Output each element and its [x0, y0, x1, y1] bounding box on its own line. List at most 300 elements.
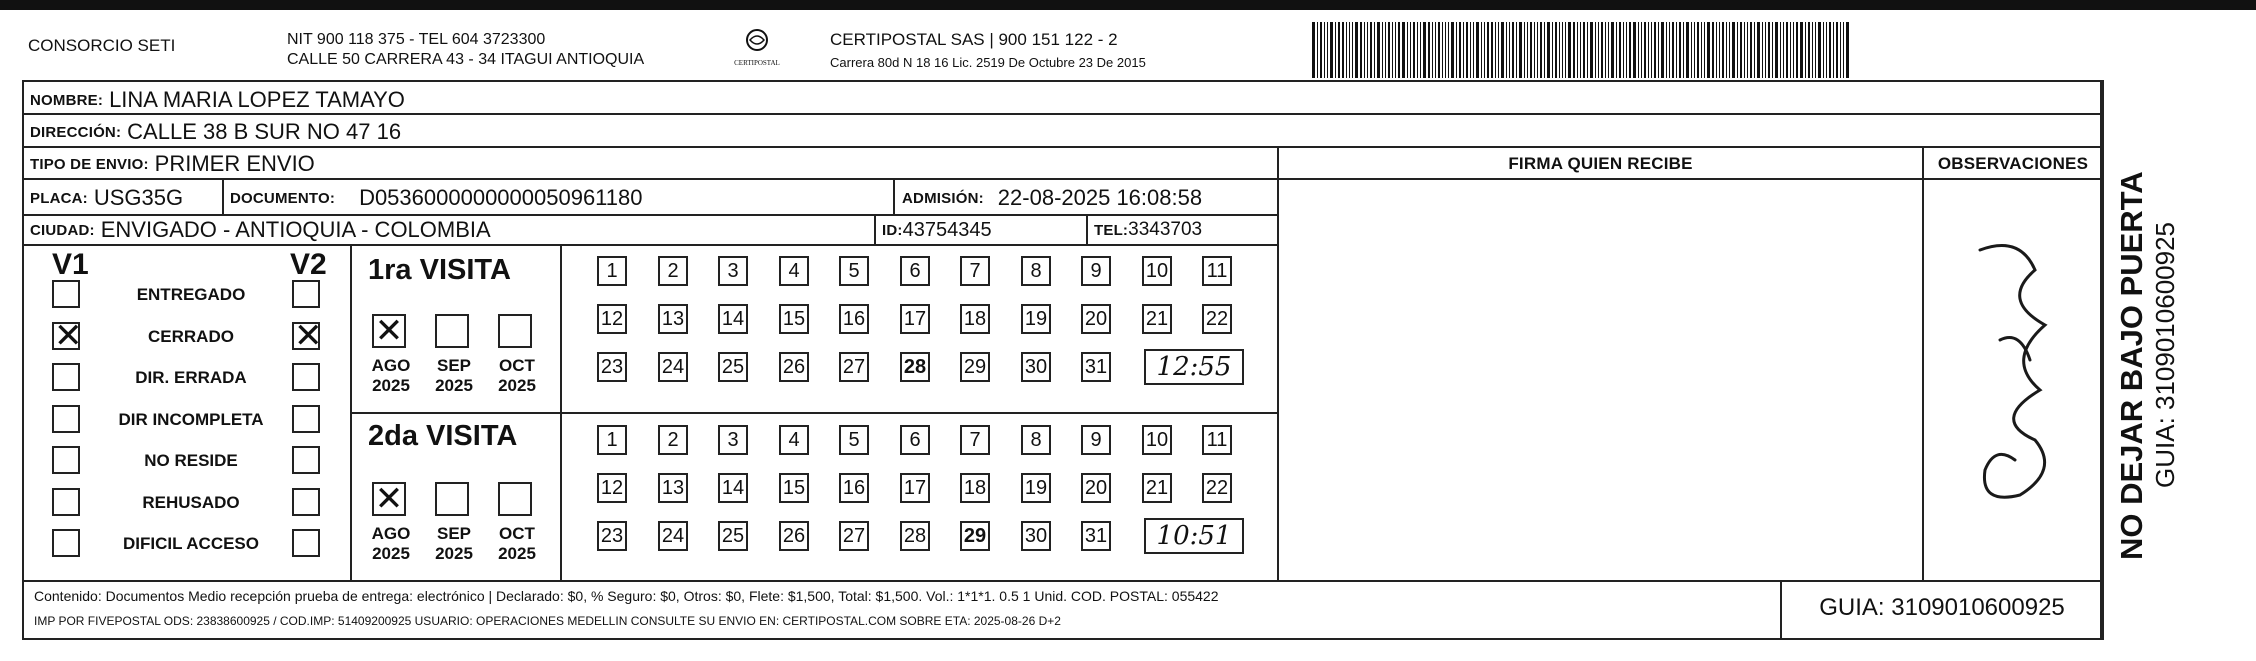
barcode-bar	[1719, 22, 1720, 78]
status-cerrado-v2-checkbox[interactable]	[292, 316, 323, 356]
status-entregado-v1-checkbox[interactable]	[52, 280, 80, 308]
direccion-label: DIRECCIÓN:	[30, 123, 122, 141]
visit2-day-31[interactable]: 31	[1081, 521, 1111, 551]
barcode-bar	[1342, 22, 1344, 78]
barcode-bar	[1780, 22, 1781, 78]
ciudad-cell	[30, 216, 491, 244]
barcode-bar	[1423, 22, 1426, 78]
barcode-bar	[1740, 22, 1742, 78]
barcode-bar	[1573, 22, 1575, 78]
barcode-bar	[1466, 22, 1468, 78]
row-line	[22, 146, 2102, 148]
barcode-bar	[1456, 22, 1457, 78]
visit2-day-12[interactable]: 12	[597, 473, 627, 503]
visit2-day-3[interactable]: 3	[718, 425, 748, 455]
visit1-day-16[interactable]: 16	[839, 304, 869, 334]
top-border-bar	[0, 0, 2256, 10]
barcode-bar	[1420, 22, 1421, 78]
visit2-day-15[interactable]: 15	[779, 473, 809, 503]
barcode-bar	[1355, 22, 1358, 78]
visit2-day-23[interactable]: 23	[597, 521, 627, 551]
status-dificil-acceso-label: DIFICIL ACCESO	[122, 534, 259, 553]
firma-header: FIRMA QUIEN RECIBE	[1508, 154, 1693, 173]
barcode-bar	[1648, 22, 1649, 78]
barcode-bar	[1346, 22, 1347, 78]
barcode-bar	[1544, 22, 1545, 78]
visit1-day-1[interactable]: 1	[597, 256, 627, 286]
documento-value: D0536000000000050961180	[359, 185, 643, 210]
barcode-bar	[1438, 22, 1440, 78]
barcode-bar	[1762, 22, 1763, 78]
barcode-bar	[1577, 22, 1578, 78]
contenido-line: Contenido: Documentos Medio recepción prueba de entrega: electrónico | Declarado: $0, % Seguro: $0, Otros: $0, Flete: $1,500, Total: $1,500. Vol.: 1*1*1. 0.5 1 Unid. COD. POSTAL: 055422	[34, 588, 1219, 604]
row-line	[1277, 178, 2102, 180]
barcode-bar	[1534, 22, 1535, 78]
barcode-bar	[1676, 22, 1677, 78]
visit2-day-10[interactable]: 10	[1142, 425, 1172, 455]
barcode-bar	[1580, 22, 1581, 78]
barcode-bar	[1451, 22, 1454, 78]
barcode-bar	[1729, 22, 1730, 78]
barcode-bar	[1608, 22, 1609, 78]
visit2-day-19[interactable]: 19	[1021, 473, 1051, 503]
visit1-day-18[interactable]: 18	[960, 304, 990, 334]
visit2-month-label: OCT	[499, 524, 535, 543]
tipo-value: PRIMER ENVIO	[154, 151, 315, 176]
barcode-bar	[1388, 22, 1390, 78]
status-dir-errada-v1-checkbox[interactable]	[52, 363, 80, 391]
barcode-bar	[1349, 22, 1350, 78]
visit2-day-24[interactable]: 24	[658, 521, 688, 551]
barcode-bar	[1537, 22, 1538, 78]
barcode-bar	[1786, 22, 1788, 78]
visit1-day-6[interactable]: 6	[900, 256, 930, 286]
tipo-row	[30, 150, 315, 178]
visit2-day-20[interactable]: 20	[1081, 473, 1111, 503]
visit1-day-10[interactable]: 10	[1142, 256, 1172, 286]
barcode-bar	[1445, 22, 1446, 78]
barcode-bar	[1722, 22, 1724, 78]
company-name: CONSORCIO SETI	[28, 36, 176, 55]
visit1-day-30[interactable]: 30	[1021, 352, 1051, 382]
barcode-bar	[1691, 22, 1692, 78]
tel-cell	[1094, 216, 1202, 244]
visit2-day-8[interactable]: 8	[1021, 425, 1051, 455]
barcode-bar	[1818, 22, 1821, 78]
barcode-bar	[1616, 22, 1617, 78]
barcode-bar	[1476, 22, 1479, 78]
visit2-day-18[interactable]: 18	[960, 473, 990, 503]
barcode-bar	[1800, 22, 1803, 78]
status-dir-errada-v2-checkbox[interactable]	[292, 363, 320, 391]
visit1-day-14[interactable]: 14	[718, 304, 748, 334]
barcode-bar	[1442, 22, 1443, 78]
tel-value: 3343703	[1128, 219, 1203, 240]
ciudad-value: ENVIGADO - ANTIOQUIA - COLOMBIA	[100, 217, 491, 242]
visit1-day-23[interactable]: 23	[597, 352, 627, 382]
barcode-bar	[1330, 22, 1333, 78]
status-no-reside-v2-checkbox[interactable]	[292, 446, 320, 474]
barcode-bar	[1744, 22, 1745, 78]
barcode-bar	[1395, 22, 1396, 78]
visit2-ago-checkbox[interactable]	[372, 479, 406, 519]
visit1-day-2[interactable]: 2	[658, 256, 688, 286]
placa-label: PLACA:	[30, 189, 88, 207]
visit2-day-17[interactable]: 17	[900, 473, 930, 503]
placa-cell	[30, 182, 183, 214]
visit2-day-7[interactable]: 7	[960, 425, 990, 455]
admision-value: 22-08-2025 16:08:58	[997, 185, 1203, 210]
barcode-bar	[1641, 22, 1642, 78]
barcode-bar	[1765, 22, 1766, 78]
barcode-bar	[1793, 22, 1794, 78]
visit1-day-21[interactable]: 21	[1142, 304, 1172, 334]
barcode-bar	[1726, 22, 1727, 78]
certipostal-logo	[730, 28, 784, 78]
nombre-value: LINA MARIA LOPEZ TAMAYO	[109, 87, 405, 112]
imp-line: IMP POR FIVEPOSTAL ODS: 23838600925 / COD.IMP: 51409200925 USUARIO: OPERACIONES MEDELLIN CONSULTE SU ENVIO EN: CERTIPOSTAL.COM SOBRE ETA: 2025-08-26 D+2	[34, 614, 1061, 628]
visit2-day-25[interactable]: 25	[718, 521, 748, 551]
visit1-day-7[interactable]: 7	[960, 256, 990, 286]
barcode-bar	[1623, 22, 1624, 78]
barcode-bar	[1524, 22, 1525, 78]
visit2-day-9[interactable]: 9	[1081, 425, 1111, 455]
barcode-bar	[1470, 22, 1471, 78]
barcode-bar	[1312, 22, 1315, 78]
visit1-day-8[interactable]: 8	[1021, 256, 1051, 286]
barcode-bar	[1661, 22, 1664, 78]
barcode-bar	[1413, 22, 1415, 78]
cell-line	[222, 178, 224, 214]
barcode-bar	[1805, 22, 1806, 78]
barcode-bar	[1716, 22, 1717, 78]
visit1-day-25[interactable]: 25	[718, 352, 748, 382]
barcode-bar	[1768, 22, 1770, 78]
visit1-year-label: 2025	[435, 376, 473, 395]
documento-label: DOCUMENTO:	[230, 189, 336, 207]
barcode-bar	[1385, 22, 1386, 78]
barcode-bar	[1512, 22, 1514, 78]
cell-line	[893, 178, 895, 214]
visit1-day-31[interactable]: 31	[1081, 352, 1111, 382]
barcode-bar	[1633, 22, 1636, 78]
check-mark-icon: ✕	[54, 316, 83, 356]
barcode-bar	[1590, 22, 1593, 78]
barcode-bar	[1360, 22, 1362, 78]
barcode-bar	[1790, 22, 1791, 78]
observaciones-header: OBSERVACIONES	[1937, 154, 2089, 173]
barcode-bar	[1669, 22, 1670, 78]
status-dir-errada-label: DIR. ERRADA	[135, 368, 247, 387]
visit1-ago-checkbox[interactable]	[372, 311, 406, 351]
barcode-bar	[1601, 22, 1603, 78]
barcode-bar	[1737, 22, 1738, 78]
visit1-day-4[interactable]: 4	[779, 256, 809, 286]
barcode-bar	[1487, 22, 1489, 78]
barcode-bar	[1327, 22, 1328, 78]
barcode-bar	[1654, 22, 1656, 78]
barcode-bar	[1783, 22, 1784, 78]
visit1-day-13[interactable]: 13	[658, 304, 688, 334]
barcode-bar	[1775, 22, 1778, 78]
status-rehusado-v1-checkbox[interactable]	[52, 488, 80, 516]
license-line: Carrera 80d N 18 16 Lic. 2519 De Octubre 23 De 2015	[830, 55, 1146, 70]
visit1-day-15[interactable]: 15	[779, 304, 809, 334]
status-dir-incompleta-v2-checkbox[interactable]	[292, 405, 320, 433]
status-no-reside-label: NO RESIDE	[144, 451, 238, 470]
barcode-bar	[1750, 22, 1752, 78]
barcode-bar	[1658, 22, 1659, 78]
barcode-bar	[1672, 22, 1674, 78]
visit1-day-26[interactable]: 26	[779, 352, 809, 382]
barcode-bar	[1516, 22, 1517, 78]
barcode-bar	[1796, 22, 1798, 78]
visit2-day-14[interactable]: 14	[718, 473, 748, 503]
visit1-day-5[interactable]: 5	[839, 256, 869, 286]
side-guia: GUIA: 3109010600925	[2150, 222, 2180, 488]
visit1-day-24[interactable]: 24	[658, 352, 688, 382]
logo-mark-icon	[742, 28, 772, 54]
barcode-bar	[1707, 22, 1710, 78]
visit2-title: 2da VISITA	[368, 420, 518, 452]
visit2-day-13[interactable]: 13	[658, 473, 688, 503]
visit-row-line	[350, 412, 1277, 414]
visit2-day-30[interactable]: 30	[1021, 521, 1051, 551]
visit2-day-1[interactable]: 1	[597, 425, 627, 455]
barcode-bar	[1410, 22, 1411, 78]
visit2-month-label: SEP	[436, 524, 472, 543]
status-rehusado-label: REHUSADO	[142, 493, 240, 512]
barcode-bar	[1432, 22, 1433, 78]
barcode-bar	[1836, 22, 1838, 78]
barcode-bar	[1826, 22, 1827, 78]
visit2-day-4[interactable]: 4	[779, 425, 809, 455]
barcode-bar	[1370, 22, 1372, 78]
barcode	[1312, 22, 1948, 78]
cell-line	[1086, 214, 1088, 244]
barcode-bar	[1833, 22, 1834, 78]
visit1-time: 12:55	[1144, 349, 1244, 385]
documento-cell	[230, 182, 643, 214]
barcode-bar	[1704, 22, 1705, 78]
signature-scribble	[1960, 230, 2070, 510]
visit2-day-27[interactable]: 27	[839, 521, 869, 551]
barcode-bar	[1666, 22, 1667, 78]
barcode-bar	[1481, 22, 1482, 78]
row-line	[22, 244, 1277, 246]
certipostal-line: CERTIPOSTAL SAS | 900 151 122 - 2	[830, 30, 1118, 49]
check-mark-icon: ✕	[294, 316, 323, 356]
tipo-label: TIPO DE ENVIO:	[30, 155, 149, 173]
footer-line	[22, 580, 2102, 582]
barcode-bar	[1352, 22, 1353, 78]
barcode-bar	[1679, 22, 1681, 78]
barcode-bar	[1547, 22, 1550, 78]
barcode-bar	[1747, 22, 1748, 78]
visit1-day-22[interactable]: 22	[1202, 304, 1232, 334]
barcode-bar	[1757, 22, 1760, 78]
barcode-bar	[1407, 22, 1408, 78]
barcode-bar	[1463, 22, 1464, 78]
check-mark-icon: ✕	[374, 311, 404, 351]
visit2-sep-checkbox[interactable]	[435, 482, 469, 516]
barcode-bar	[1501, 22, 1504, 78]
visit1-month-label: SEP	[436, 356, 472, 375]
barcode-bar	[1448, 22, 1449, 78]
barcode-bar	[1846, 22, 1849, 78]
id-value: 43754345	[902, 218, 992, 241]
visit2-day-5[interactable]: 5	[839, 425, 869, 455]
visit1-sep-checkbox[interactable]	[435, 314, 469, 348]
visit1-day-12[interactable]: 12	[597, 304, 627, 334]
row-line	[22, 178, 1277, 180]
visit1-day-28[interactable]: 28	[900, 352, 930, 382]
barcode-bar	[1402, 22, 1405, 78]
barcode-bar	[1565, 22, 1566, 78]
barcode-bar	[1772, 22, 1773, 78]
barcode-bar	[1605, 22, 1606, 78]
barcode-bar	[1644, 22, 1646, 78]
barcode-bar	[1555, 22, 1557, 78]
barcode-bar	[1320, 22, 1322, 78]
barcode-bar	[1417, 22, 1418, 78]
visit1-month-label: AGO	[371, 356, 411, 375]
barcode-bar	[1843, 22, 1844, 78]
nombre-label: NOMBRE:	[30, 91, 104, 109]
placa-value: USG35G	[93, 185, 184, 210]
barcode-bar	[1587, 22, 1588, 78]
barcode-bar	[1583, 22, 1585, 78]
barcode-bar	[1808, 22, 1810, 78]
barcode-bar	[1435, 22, 1436, 78]
barcode-bar	[1626, 22, 1627, 78]
tel-label: TEL:	[1094, 221, 1129, 239]
barcode-bar	[1509, 22, 1510, 78]
barcode-bar	[1374, 22, 1375, 78]
v1-label: V1	[52, 248, 89, 281]
barcode-bar	[1562, 22, 1563, 78]
status-cerrado-label: CERRADO	[148, 327, 234, 346]
visit1-day-11[interactable]: 11	[1202, 256, 1232, 286]
barcode-bar	[1552, 22, 1553, 78]
barcode-bar	[1619, 22, 1621, 78]
visit1-day-3[interactable]: 3	[718, 256, 748, 286]
barcode-bar	[1559, 22, 1560, 78]
status-cerrado-v1-checkbox[interactable]	[52, 316, 83, 356]
visit2-time: 10:51	[1144, 518, 1244, 554]
visit2-day-22[interactable]: 22	[1202, 473, 1232, 503]
id-cell	[882, 216, 992, 244]
visit1-day-9[interactable]: 9	[1081, 256, 1111, 286]
barcode-bar	[1398, 22, 1400, 78]
barcode-bar	[1392, 22, 1393, 78]
barcode-bar	[1459, 22, 1461, 78]
v2-label: V2	[290, 248, 327, 281]
visit2-day-29[interactable]: 29	[960, 521, 990, 551]
barcode-bar	[1823, 22, 1824, 78]
nombre-row	[30, 86, 405, 114]
visit2-year-label: 2025	[498, 544, 536, 563]
barcode-bar	[1754, 22, 1755, 78]
barcode-bar	[1506, 22, 1507, 78]
direccion-row	[30, 118, 401, 146]
id-label: ID:	[882, 221, 903, 239]
check-mark-icon: ✕	[374, 479, 404, 519]
barcode-bar	[1732, 22, 1735, 78]
status-entregado-v2-checkbox[interactable]	[292, 280, 320, 308]
visit2-day-6[interactable]: 6	[900, 425, 930, 455]
status-dir-incompleta-v1-checkbox[interactable]	[52, 405, 80, 433]
nit-line: NIT 900 118 375 - TEL 604 3723300	[287, 31, 546, 48]
barcode-bar	[1701, 22, 1702, 78]
visit2-year-label: 2025	[372, 544, 410, 563]
visit2-month-label: AGO	[371, 524, 411, 543]
column-line	[1277, 146, 1279, 580]
barcode-bar	[1530, 22, 1532, 78]
direccion-value: CALLE 38 B SUR NO 47 16	[127, 119, 402, 144]
footer-guia: GUIA: 3109010600925	[1819, 594, 2065, 621]
barcode-bar	[1812, 22, 1813, 78]
barcode-bar	[1815, 22, 1816, 78]
cell-line	[874, 214, 876, 244]
barcode-bar	[1598, 22, 1599, 78]
visit2-day-26[interactable]: 26	[779, 521, 809, 551]
visit2-day-21[interactable]: 21	[1142, 473, 1172, 503]
barcode-bar	[1651, 22, 1652, 78]
status-entregado-label: ENTREGADO	[136, 285, 246, 304]
visit1-day-29[interactable]: 29	[960, 352, 990, 382]
barcode-bar	[1382, 22, 1383, 78]
barcode-bar	[1840, 22, 1841, 78]
no-dejar-notice: NO DEJAR BAJO PUERTA	[2114, 171, 2149, 560]
visit1-year-label: 2025	[372, 376, 410, 395]
barcode-bar	[1338, 22, 1340, 78]
barcode-bar	[1683, 22, 1684, 78]
visit1-day-19[interactable]: 19	[1021, 304, 1051, 334]
visit2-day-16[interactable]: 16	[839, 473, 869, 503]
barcode-bar	[1364, 22, 1365, 78]
visit1-day-20[interactable]: 20	[1081, 304, 1111, 334]
logo-text: CERTIPOSTAL	[734, 59, 780, 67]
barcode-bar	[1712, 22, 1714, 78]
visit2-oct-checkbox[interactable]	[498, 482, 532, 516]
visit1-oct-checkbox[interactable]	[498, 314, 532, 348]
barcode-bar	[1611, 22, 1614, 78]
status-rehusado-v2-checkbox[interactable]	[292, 488, 320, 516]
visit1-day-27[interactable]: 27	[839, 352, 869, 382]
barcode-bar	[1694, 22, 1695, 78]
barcode-bar	[1629, 22, 1631, 78]
visit2-day-11[interactable]: 11	[1202, 425, 1232, 455]
barcode-bar	[1428, 22, 1430, 78]
barcode-bar	[1367, 22, 1368, 78]
barcode-bar	[1317, 22, 1318, 78]
visit2-year-label: 2025	[435, 544, 473, 563]
visit2-day-2[interactable]: 2	[658, 425, 688, 455]
address-line: CALLE 50 CARRERA 43 - 34 ITAGUI ANTIOQUIA	[287, 51, 645, 68]
visit2-day-28[interactable]: 28	[900, 521, 930, 551]
status-dificil-acceso-v2-checkbox[interactable]	[292, 529, 320, 557]
admision-cell	[902, 182, 1202, 214]
barcode-bar	[1697, 22, 1699, 78]
status-dificil-acceso-v1-checkbox[interactable]	[52, 529, 80, 557]
status-dir-incompleta-label: DIR INCOMPLETA	[118, 410, 264, 429]
barcode-bar	[1595, 22, 1596, 78]
status-no-reside-v1-checkbox[interactable]	[52, 446, 80, 474]
visit1-day-17[interactable]: 17	[900, 304, 930, 334]
admision-label: ADMISIÓN:	[902, 189, 984, 207]
barcode-bar	[1324, 22, 1325, 78]
